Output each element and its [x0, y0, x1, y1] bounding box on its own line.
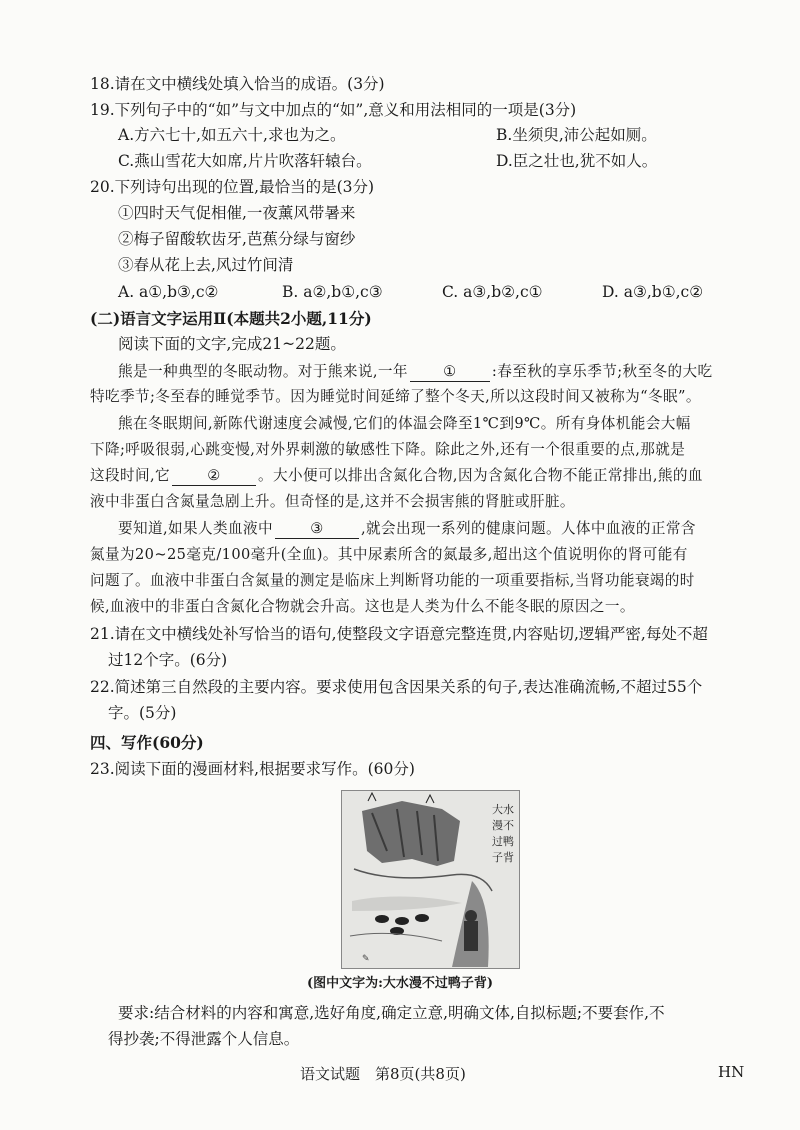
question-20-option-b: B. a②,b①,c③	[282, 283, 383, 301]
blank-3: ③	[275, 520, 359, 539]
passage-p1-line1: 熊是一种典型的冬眠动物。对于熊来说,一年 ① :春至秋的享乐季节;秋至冬的大吃	[118, 363, 713, 380]
writing-requirement-line1: 要求:结合材料的内容和寓意,选好角度,确定立意,明确文体,自拟标题;不要套作,不	[118, 1004, 665, 1022]
section-4-heading: 四、写作(60分)	[90, 733, 204, 752]
passage-p1-line2: 特吃季节;冬至春的睡觉季节。因为睡觉时间延缔了整个冬天,所以这段时间又被称为“冬眠”。	[90, 388, 701, 405]
question-19-option-b: B.坐须臾,沛公起如厕。	[496, 126, 657, 144]
passage-p3-line1: 要知道,如果人类血液中 ③ ,就会出现一系列的健康问题。人体中血液的正常含	[118, 520, 696, 537]
question-20-stem: 20.下列诗句出现的位置,最恰当的是(3分)	[90, 178, 375, 196]
question-18: 18.请在文中横线处填入恰当的成语。(3分)	[90, 75, 385, 93]
question-19-option-d: D.臣之壮也,犹不如人。	[496, 152, 658, 170]
writing-requirement-line2: 得抄袭;不得泄露个人信息。	[108, 1030, 300, 1048]
question-19-option-c: C.燕山雪花大如席,片片吹落轩辕台。	[118, 152, 372, 170]
question-21-line2: 过12个字。(6分)	[108, 651, 228, 669]
svg-text:✎: ✎	[362, 954, 370, 964]
passage-p2-line3: 这段时间,它 ② 。大小便可以排出含氮化合物,因为含氮化合物不能正常排出,熊的血	[90, 467, 703, 484]
svg-text:子背: 子背	[492, 851, 514, 864]
poem-line-3: ③春从花上去,风过竹间清	[118, 256, 294, 274]
passage-p2-line1: 熊在冬眠期间,新陈代谢速度会减慢,它们的体温会降至1℃到9℃。所有身体机能会大幅	[118, 415, 691, 432]
passage-p3-line4: 候,血液中的非蛋白含氮化合物就会升高。这也是人类为什么不能冬眠的原因之一。	[90, 598, 635, 615]
cartoon-drawing	[342, 791, 519, 968]
reading-intro: 阅读下面的文字,完成21~22题。	[118, 335, 346, 353]
section-2-heading: (二)语言文字运用Ⅱ(本题共2小题,11分)	[90, 309, 372, 328]
question-19-stem: 19.下列句子中的“如”与文中加点的“如”,意义和用法相同的一项是(3分)	[90, 101, 577, 119]
footer-region-code: HN	[718, 1063, 745, 1081]
passage-p2-line2: 下降;呼吸很弱,心跳变慢,对外界刺激的敏感性下降。除此之外,还有一个很重要的点,那就是	[90, 441, 686, 458]
passage-p3-line3: 问题了。血液中非蛋白含氮量的测定是临床上判断肾功能的一项重要指标,当肾功能衰竭的时	[90, 572, 695, 589]
page-footer: 语文试题 第8页(共8页)	[300, 1065, 466, 1083]
cartoon-caption: (图中文字为:大水漫不过鸭子背)	[306, 976, 494, 991]
question-21-line1: 21.请在文中横线处补写恰当的语句,使整段文字语意完整连贯,内容贴切,逻辑严密,每处不超	[90, 625, 708, 643]
question-20-option-d: D. a③,b①,c②	[602, 283, 704, 301]
question-20-option-c: C. a③,b②,c①	[442, 283, 543, 301]
poem-line-1: ①四时天气促相催,一夜薰风带暑来	[118, 204, 356, 222]
question-19-option-a: A.方六七十,如五六十,求也为之。	[118, 126, 346, 144]
passage-p3-line2: 氮量为20~25毫克/100毫升(全血)。其中尿素所含的氮最多,超出这个值说明你的肾可能有	[90, 546, 688, 563]
blank-1: ①	[410, 363, 490, 382]
cartoon-image	[341, 790, 520, 969]
question-22-line1: 22.简述第三自然段的主要内容。要求使用包含因果关系的句子,表达准确流畅,不超过55个	[90, 678, 703, 696]
question-22-line2: 字。(5分)	[108, 704, 177, 722]
blank-2: ②	[172, 467, 256, 486]
poem-line-2: ②梅子留酸软齿牙,芭蕉分绿与窗纱	[118, 230, 356, 248]
cartoon-title-text: 大水	[492, 803, 514, 816]
passage-p2-line4: 液中非蛋白含氮量急剧上升。但奇怪的是,这并不会损害熊的肾脏或肝脏。	[90, 493, 575, 510]
svg-text:漫不: 漫不	[492, 819, 514, 832]
question-20-option-a: A. a①,b③,c②	[118, 283, 219, 301]
svg-text:过鸭: 过鸭	[492, 835, 514, 848]
question-23-stem: 23.阅读下面的漫画材料,根据要求写作。(60分)	[90, 760, 415, 778]
